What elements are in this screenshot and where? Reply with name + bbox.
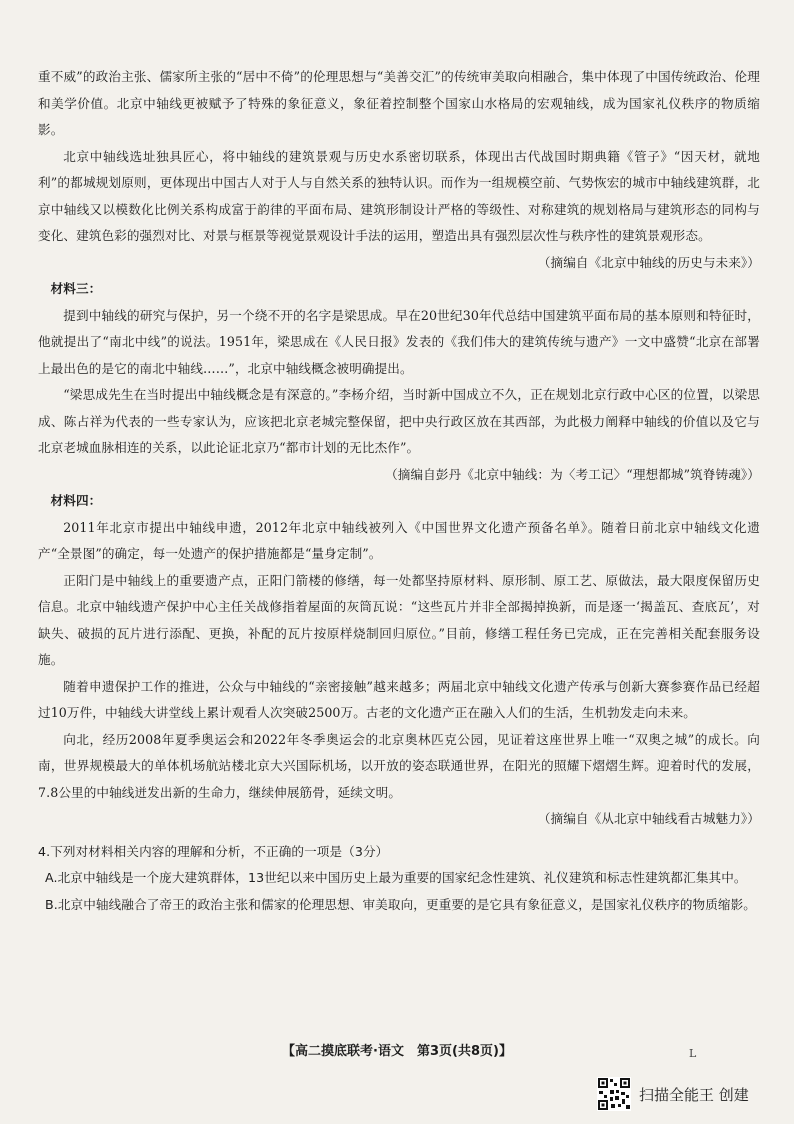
option-b: B.北京中轴线融合了帝王的政治主张和儒家的伦理思想、审美取向，更重要的是它具有象征意义，是国家礼仪秩序的物质缩影。 <box>45 896 756 912</box>
document-body <box>38 64 760 918</box>
option-a: A.北京中轴线是一个庞大建筑群体，13世纪以来中国历史上最为重要的国家纪念性建筑、礼仪建筑和标志性建筑都汇集其中。 <box>45 870 747 885</box>
paragraph: “梁思成先生在当时提出中轴线概念是有深意的。”李杨介绍，当时新中国成立不久，正在规划北京行政中心区的位置，以梁思成、陈占祥为代表的一些专家认为，应该把北京老城完整保留，把中央行政区放在其西部，为此极力阐释中轴线的价值以及它与北京老城血脉相连的关系，以此论证北京乃“都市计划的无比杰作”。 <box>38 387 760 455</box>
paragraph: 提到中轴线的研究与保护，另一个绕不开的名字是梁思成。早在20世纪30年代总结中国建筑平面布局的基本原则和特征时，他就提出了“南北中线”的说法。1951年，梁思成在《人民日报》发表的《我们伟大的建筑传统与遗产》一文中盛赞“北京在部署上最出色的是它的南北中轴线……”，北京中轴线概念被明确提出。 <box>38 307 760 376</box>
paragraph: 北京中轴线选址独具匠心，将中轴线的建筑景观与历史水系密切联系，体现出古代战国时期典籍《管子》“因天材，就地利”的都城规划原则，更体现出中国古人对于人与自然关系的独特认识。而作为一组规模空前、气势恢宏的城市中轴线建筑群，北京中轴线又以模数化比例关系构成富于韵律的平面布局、建筑形制设计严格的等级性、对称建筑的规划格局与建筑形态的同构与变化、建筑色彩的强烈对比、对景与框景等视觉景观设计手法的运用，塑造出具有强烈层次性与秩序性的建筑景观形态。 <box>38 148 760 243</box>
paragraph: 重不威”的政治主张、儒家所主张的“居中不倚”的伦理思想与“美善交汇”的传统审美取向相融合，集中体现了中国传统政治、伦理和美学价值。北京中轴线更被赋予了特殊的象征意义，象征着控制整个国家山水格局的宏观轴线，成为国家礼仪秩序的物质缩影。 <box>38 69 760 137</box>
paragraph: 正阳门是中轴线上的重要遗产点，正阳门箭楼的修缮，每一处都坚持原材料、原形制、原工艺、原做法，最大限度保留历史信息。北京中轴线遗产保护中心主任关战修指着屋面的灰筒瓦说：“这些瓦片并非全部揭掉换新，而是逐一‘揭盖瓦、查底瓦’，对缺失、破损的瓦片进行添配、更换，补配的瓦片按原样烧制回归原位。”目前，修缮工程任务已完成，正在完善相关配套服务设施。 <box>38 572 760 667</box>
section-heading: 材料三： <box>50 281 102 296</box>
section-heading: 材料四： <box>50 493 102 508</box>
paragraph: 向北，经历2008年夏季奥运会和2022年冬季奥运会的北京奥林匹克公园，见证着这座世界上唯一“双奥之城”的成长。向南，世界规模最大的单体机场航站楼北京大兴国际机场，以开放的姿态联通世界，在阳光的照耀下熠熠生辉。迎着时代的发展，7.8公里的中轴线迸发出新的生命力，继续伸展筋骨，延续文明。 <box>38 731 760 800</box>
scanner-watermark <box>597 1077 749 1111</box>
page-footer: 【高二摸底联考·语文 第3页(共8页)】 <box>282 1044 512 1059</box>
source-citation: （摘编自《从北京中轴线看古城魅力》） <box>537 811 760 826</box>
question-stem: 4.下列对材料相关内容的理解和分析，不正确的一项是（3分） <box>38 843 389 859</box>
paragraph: 随着申遗保护工作的推进，公众与中轴线的“亲密接触”越来越多；两届北京中轴线文化遗产传承与创新大赛参赛作品已经超过10万件，中轴线大讲堂线上累计观看人次突破2500万。古老的文化遗产正在融入人们的生活，生机勃发走向未来。 <box>38 678 760 720</box>
source-citation: （摘编自《北京中轴线的历史与未来》） <box>537 254 760 270</box>
corner-mark: L <box>689 1047 697 1060</box>
qr-code-icon <box>597 1077 631 1111</box>
paragraph: 2011年北京市提出中轴线申遗，2012年北京中轴线被列入《中国世界文化遗产预备名单》。随着日前北京中轴线文化遗产“全景图”的确定，每一处遗产的保护措施都是“量身定制”。 <box>38 519 760 561</box>
scanner-label: 扫描全能王 创建 <box>639 1085 749 1104</box>
source-citation: （摘编自彭丹《北京中轴线：为〈考工记〉“理想都城”筑脊铸魂》） <box>385 466 760 482</box>
